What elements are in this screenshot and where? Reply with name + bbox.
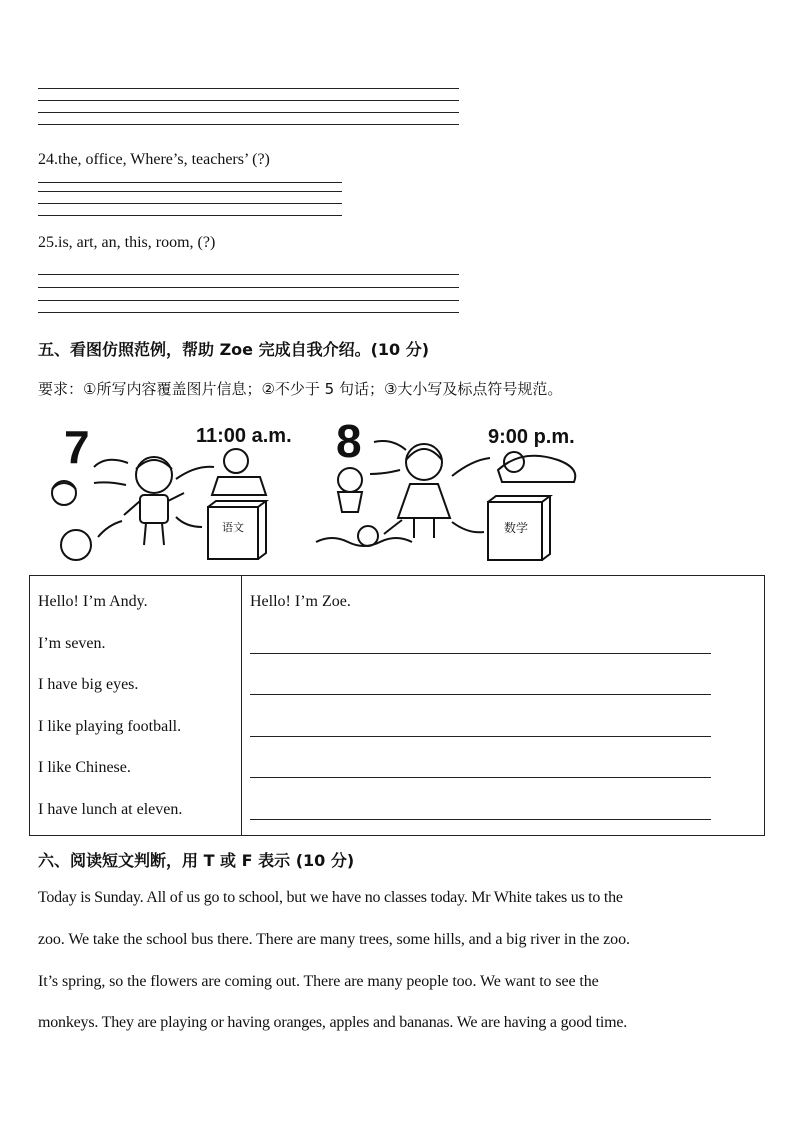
reading-paragraph-line: monkeys. They are playing or having oranges, apples and bananas. We are having a good time. [38,1014,628,1031]
question-24: 24.the, office, Where’s, teachers’ (?) [38,151,270,168]
reading-paragraph-line: zoo. We take the school bus there. There are many trees, some hills, and a big river in the zoo. [38,931,630,948]
answer-line [38,182,342,183]
boy-head [136,457,172,493]
writing-line[interactable] [250,653,711,654]
example-line: I have lunch at eleven. [38,801,183,818]
answer-line [38,124,459,125]
reading-paragraph-line: Today is Sunday. All of us go to school, but we have no classes today. Mr White takes us to the [38,889,623,906]
book-label-left: 语文 [222,521,244,534]
answer-line [38,215,342,216]
andy-example-cell [30,576,242,836]
book-label-right: 数学 [504,521,529,535]
example-line: Hello! I’m Andy. [38,593,148,610]
face-icon [52,481,76,505]
answer-line [38,274,459,275]
writing-line[interactable] [250,777,711,778]
answer-line [38,88,459,89]
time-label-right: 9:00 p.m. [488,426,575,448]
boy-body [140,495,168,523]
section-6-heading: 六、阅读短文判断，用 T 或 F 表示 (10 分) [38,851,355,870]
answer-line [38,312,459,313]
sleeping-icon [504,452,524,472]
andy-illustration [36,445,276,565]
football-icon [61,530,91,560]
example-line: I have big eyes. [38,676,139,693]
answer-line [38,112,459,113]
eating-boy-head [224,449,248,473]
writing-line[interactable] [250,694,711,695]
example-line: I’m seven. [38,635,106,652]
section-5-heading: 五、看图仿照范例，帮助 Zoe 完成自我介绍。(10 分) [38,340,430,359]
girl-face-icon [338,468,362,492]
age-number-left: 7 [64,421,90,473]
answer-line [38,191,342,192]
section-5-requirement: 要求：①所写内容覆盖图片信息；②不少于 5 句话；③大小写及标点符号规范。 [38,380,563,398]
writing-line[interactable] [250,736,711,737]
example-line: I like playing football. [38,718,182,735]
answer-line [38,100,459,101]
answer-line [38,300,459,301]
age-number-right: 8 [336,415,362,467]
time-label-left: 11:00 a.m. [196,425,292,447]
question-25: 25.is, art, an, this, room, (?) [38,234,216,251]
self-intro-table [29,575,765,836]
zoe-first-line: Hello! I’m Zoe. [250,593,351,610]
example-line: I like Chinese. [38,759,131,776]
swimmer-icon [358,526,378,546]
writing-line[interactable] [250,819,711,820]
zoe-illustration [312,440,584,565]
answer-line [38,203,342,204]
girl-dress [398,484,450,518]
reading-paragraph-line: It’s spring, so the flowers are coming out. There are many people too. We want to see the [38,973,599,990]
zoe-answer-cell[interactable] [242,576,765,836]
answer-line [38,287,459,288]
